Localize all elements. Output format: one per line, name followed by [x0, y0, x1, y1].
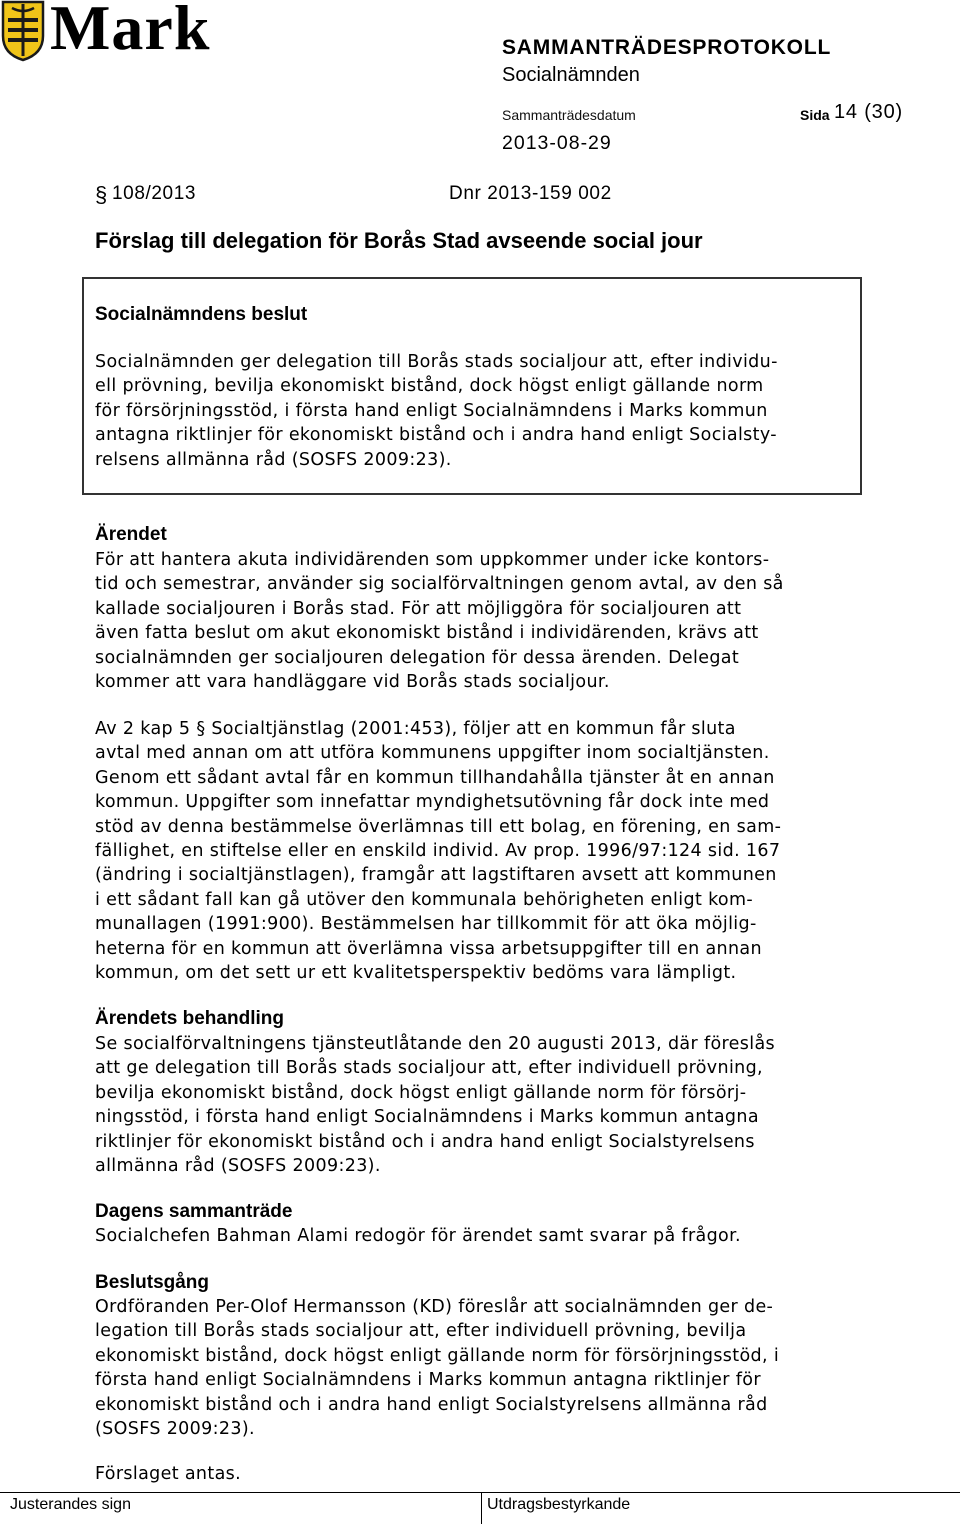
page-label: Sida [800, 107, 830, 123]
decision-process-heading: Beslutsgång [95, 1272, 210, 1293]
adjuster-signature-label: Justerandes sign [10, 1496, 131, 1513]
case-handling-text: Se socialförvaltningens tjänsteutlåtande den 20 augusti 2013, där föreslås att ge delegation till Borås stads socialjour att, efter individuell prövning, bevilja ekonomiskt bistånd, dock högst enligt gällande norm för försörj- ningsstöd, i första hand enligt Socialnämndens i Marks kommun antagna riktlinjer för ekonomiskt bistånd och i andra hand enligt Socialstyrelsens allmänna råd (SOSFS 2009:23). [95, 1034, 776, 1177]
municipality-logo-text: Mark [50, 0, 211, 63]
case-background-paragraph: För att hantera akuta individärenden som uppkommer under icke kontors- tid och semestrar, använder sig socialförvaltningen genom avtal, av den så kallade socialjouren i Borås stad. För att möjliggöra för socialjouren att även fatta beslut om akut ekonomiskt bistånd i individärenden, krävs att socialnämnden ger socialjouren delegation för dessa ärenden. Delegat kommer att vara handläggare vid Borås stads socialjour. [95, 550, 784, 693]
decision-heading: Socialnämndens beslut [95, 304, 308, 325]
municipality-logo-emblem [0, 0, 46, 62]
case-handling-heading: Ärendets behandling [95, 1008, 284, 1029]
committee-name: Socialnämnden [502, 64, 640, 86]
proposal-adopted-text: Förslaget antas. [95, 1464, 242, 1484]
page-number: 14 (30) [834, 101, 903, 123]
decision-process-text: Ordföranden Per-Olof Hermansson (KD) föreslår att socialnämnden ger de- legation till Borås stads socialjour att, efter individuell prövning, bevilja ekonomiskt bistånd, dock högst enligt gällande norm för försörjningsstöd, i första hand enligt Socialnämndens i Marks kommun antagna riktlinjer för ekonomiskt bistånd och i andra hand enligt Socialstyrelsens allmänna råd (SOSFS 2009:23). [95, 1297, 780, 1440]
meeting-date: 2013-08-29 [502, 132, 612, 154]
footer-divider-line [0, 1492, 960, 1493]
todays-meeting-heading: Dagens sammanträde [95, 1201, 293, 1222]
legal-basis-paragraph: Av 2 kap 5 § Socialtjänstlag (2001:453), följer att en kommun får sluta avtal med annan om att utföra kommunens uppgifter inom socialtjänsten. Genom ett sådant avtal får en kommun tillhandahålla tjänster åt en annan kommun. Uppgifter som innefattar myndighetsutövning får dock inte med stöd av denna bestämmelse överlämnas till ett bolag, en förening, en sam- fällighet, en stiftelse eller en enskild individ. Av prop. 1996/97:124 sid. 167 (ändring i socialtjänstlagen), framgår att lagstiftaren avsett att kommunen i ett sådant fall kan gå utöver den kommunala behörigheten enligt kom- munallagen (1991:900). Bestämmelsen har tillkommit för att öka möjlig- heterna för en kommun att överlämna vissa arbetsuppgifter till en annan kommun, om det sett ur ett kvalitetsperspektiv bedöms vara lämpligt. [95, 719, 782, 984]
meeting-date-label: Sammanträdesdatum [502, 107, 636, 123]
extract-certification-label: Utdragsbestyrkande [487, 1496, 631, 1513]
section-symbol: § [95, 182, 108, 207]
todays-meeting-text: Socialchefen Bahman Alami redogör för ärendet samt svarar på frågor. [95, 1226, 741, 1246]
case-number: 108/2013 [112, 183, 197, 204]
decision-text: Socialnämnden ger delegation till Borås stads socialjour att, efter individu- ell prövning, bevilja ekonomiskt bistånd, dock högst enligt gällande norm för försörjningsstöd, i första hand enligt Socialnämndens i Marks kommun antagna riktlinjer för ekonomiskt bistånd och i andra hand enligt Socialsty- relsens allmänna råd (SOSFS 2009:23). [95, 352, 778, 470]
footer-column-divider [481, 1492, 482, 1524]
document-title: Förslag till delegation för Borås Stad avseende social jour [95, 228, 703, 253]
protocol-title: SAMMANTRÄDESPROTOKOLL [502, 36, 832, 59]
case-background-heading: Ärendet [95, 524, 167, 545]
diary-number: Dnr 2013-159 002 [449, 183, 612, 204]
